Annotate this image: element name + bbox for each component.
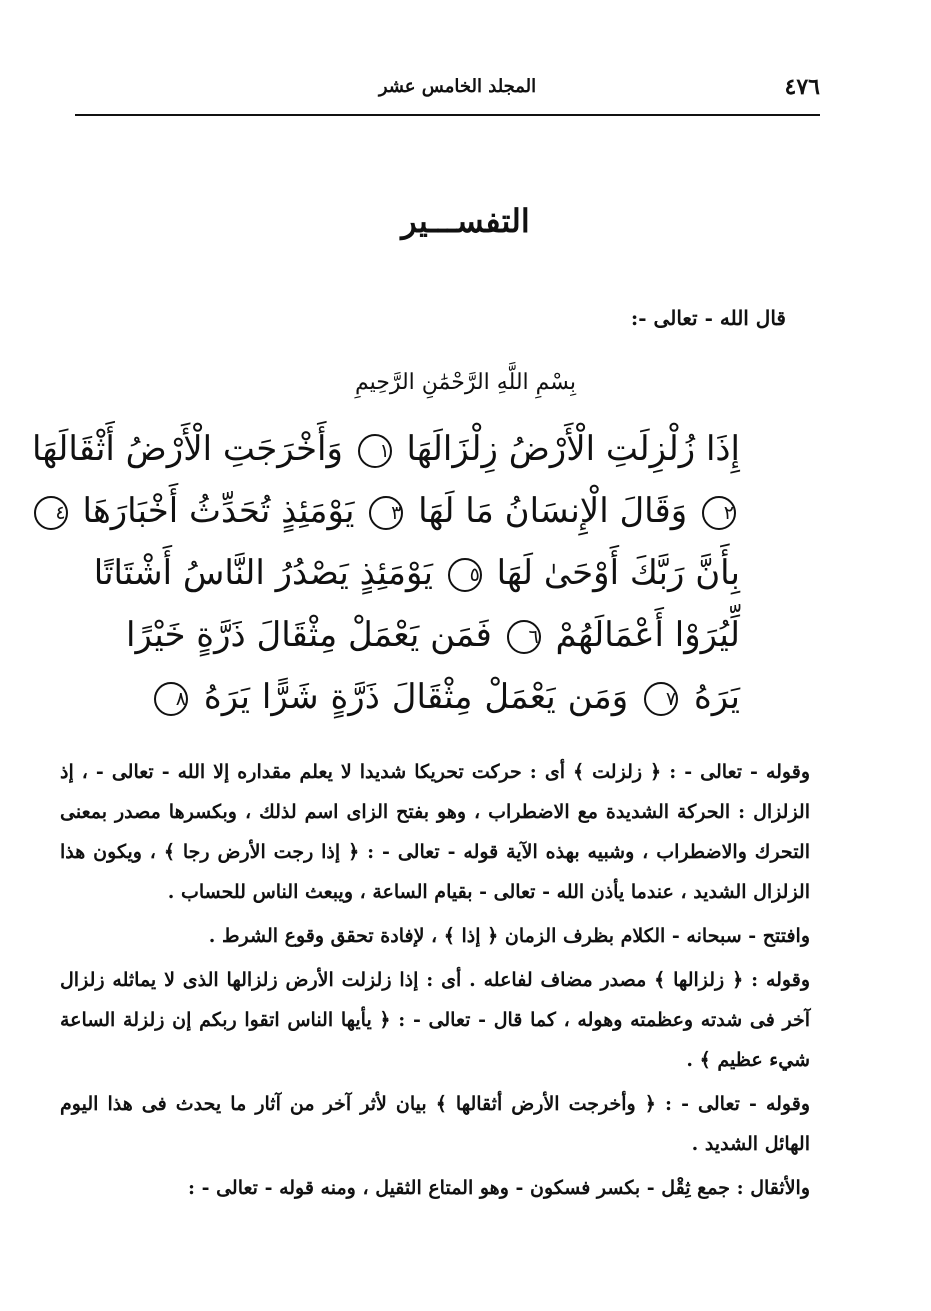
verse-line (55, 480, 740, 542)
verse-text: لِّيُرَوْا أَعْمَالَهُمْ (555, 615, 740, 655)
verse-number: ٦ (507, 620, 541, 654)
verse-text: يَرَهُ (693, 677, 740, 717)
commentary-paragraph: وافتتح - سبحانه - الكلام بظرف الزمان ﴿ إذا ﴾ ، لإفادة تحقق وقوع الشرط . (208, 925, 810, 947)
basmala: بِسْمِ اللَّهِ الرَّحْمَٰنِ الرَّحِيمِ (354, 370, 577, 395)
verse-text: يَوْمَئِذٍ يَصْدُرُ النَّاسُ أَشْتَاتًا (93, 553, 433, 593)
commentary-paragraph: وقوله : ﴿ زلزالها ﴾ مصدر مضاف لفاعله . أى : إذا زلزلت الأرض زلزالها الذى لا يماثله زلزال آخر فى شدته وعظمته وهوله ، كما قال - تعالى - : ﴿ يأيها الناس اتقوا ربكم إن زلزلة الساعة شيء عظيم ﴾ . (60, 969, 810, 1071)
verse-number: ١ (358, 434, 392, 468)
commentary-paragraph: والأثقال : جمع ثِقْل - بكسر فسكون - وهو المتاع الثقيل ، ومنه قوله - تعالى - : (187, 1177, 810, 1199)
verse-text: يَوْمَئِذٍ تُحَدِّثُ أَخْبَارَهَا (82, 491, 355, 531)
header-rule (75, 114, 820, 116)
running-title: المجلد الخامس عشر (378, 76, 537, 97)
verse-number: ٨ (154, 682, 188, 716)
verse-text: وَمَن يَعْمَلْ مِثْقَالَ ذَرَّةٍ شَرًّا يَرَهُ (203, 677, 629, 717)
verse-line (126, 604, 740, 666)
verse-text: وَقَالَ الْإِنسَانُ مَا لَهَا (418, 491, 688, 531)
verse-line (32, 418, 740, 480)
verse-number: ٧ (644, 682, 678, 716)
verse-line (150, 666, 740, 728)
section-title: التفســـير (401, 202, 530, 240)
quran-verses (32, 418, 740, 728)
commentary (60, 752, 810, 1208)
verse-text: فَمَن يَعْمَلْ مِثْقَالَ ذَرَّةٍ خَيْرًا (126, 615, 492, 655)
verse-number: ٣ (369, 496, 403, 530)
verse-number: ٥ (448, 558, 482, 592)
commentary-paragraph: وقوله - تعالى - : ﴿ وأخرجت الأرض أثقالها ﴾ بيان لأثر آخر من آثار ما يحدث فى هذا اليوم الهائل الشديد . (60, 1093, 811, 1155)
verse-text: وَأَخْرَجَتِ الْأَرْضُ أَثْقَالَهَا (32, 429, 343, 469)
verse-text: بِأَنَّ رَبَّكَ أَوْحَىٰ لَهَا (496, 553, 740, 593)
verse-text: إِذَا زُلْزِلَتِ الْأَرْضُ زِلْزَالَهَا (406, 429, 740, 469)
verse-number: ٤ (34, 496, 68, 530)
verse-line (93, 542, 740, 604)
page-number: ٤٧٦ (784, 74, 820, 100)
verse-number: ٢ (702, 496, 736, 530)
intro-line: قال الله - تعالى -: (630, 306, 786, 330)
commentary-paragraph: وقوله - تعالى - : ﴿ زلزلت ﴾ أى : حركت تحريكا شديدا لا يعلم مقداره إلا الله - تعالى - ، إذ الزلزال : الحركة الشديدة مع الاضطراب ، وهو بفتح الزاى اسم لذلك ، وبكسرها مصدر بمعنى التحرك والاضطراب ، وشبيه بهذه الآية قوله - تعالى - : ﴿ إذا رجت الأرض رجا ﴾ ، ويكون هذا الزلزال الشديد ، عندما يأذن الله - تعالى - بقيام الساعة ، ويبعث الناس للحساب . (60, 761, 810, 903)
page-header (95, 70, 820, 104)
